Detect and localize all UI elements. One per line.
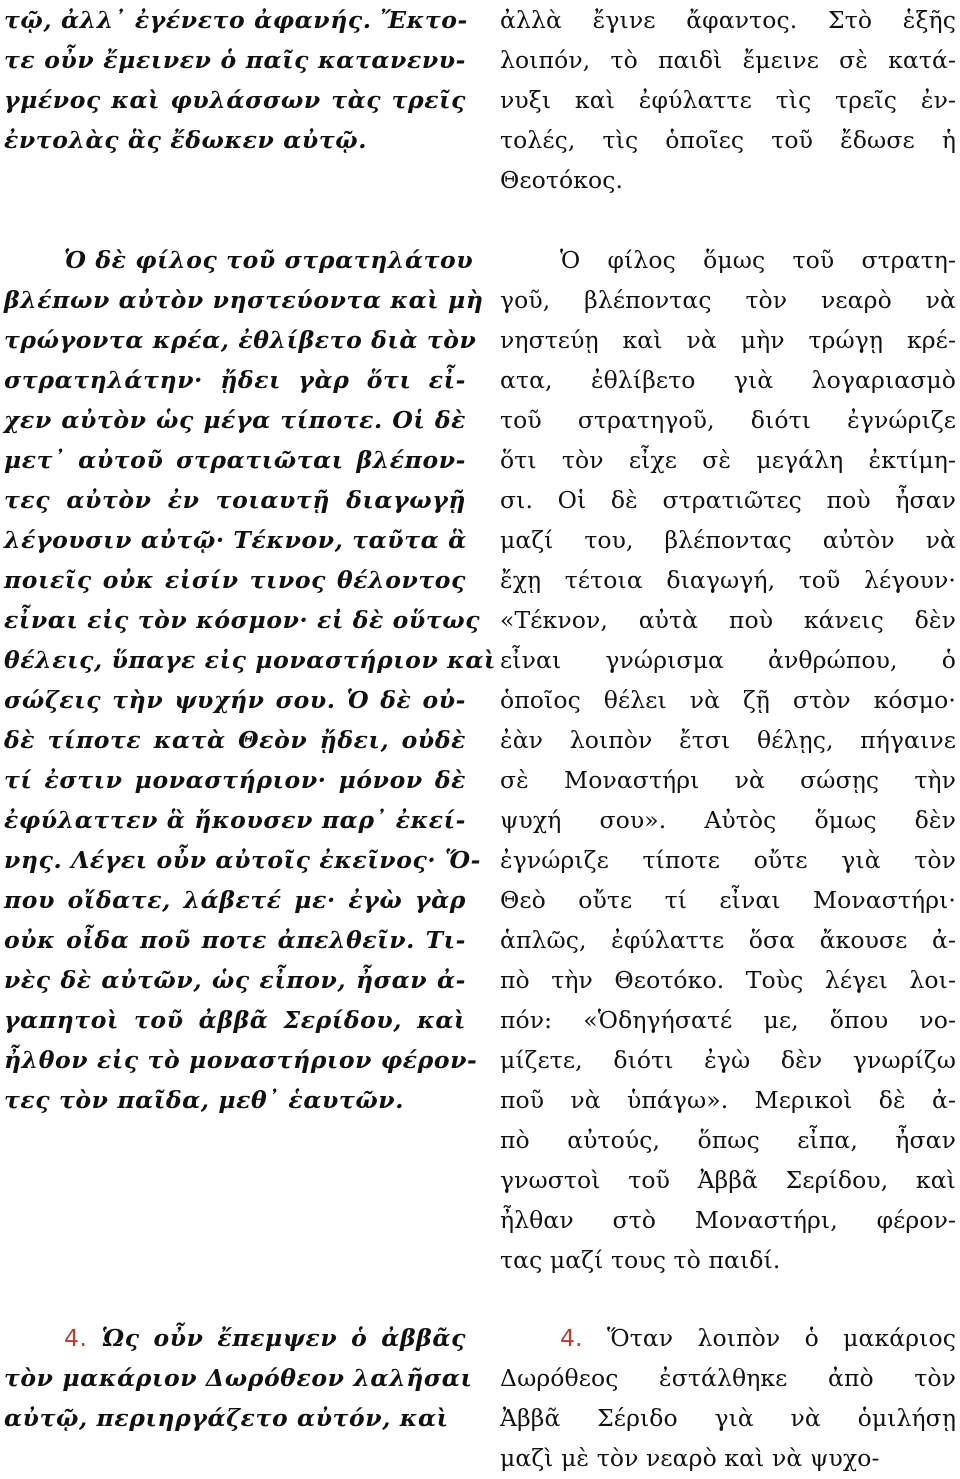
text-line: ἀλλὰ ἔγινε ἄφαντος. Στὸ ἑξῆς	[500, 6, 956, 34]
text-line: Ὁ φίλος ὅμως τοῦ στρατη-	[560, 246, 956, 274]
line-text: Ὅταν λοιπὸν ὁ μακάριος	[606, 1324, 956, 1352]
text-line: θέλεις, ὕπαγε εἰς μοναστήριον καὶ	[4, 646, 497, 674]
text-line: αὐτῷ, περιηργάζετο αὐτόν, καὶ	[4, 1404, 449, 1432]
text-line: τες αὐτὸν ἐν τοιαυτῇ διαγωγῇ	[4, 486, 466, 514]
text-line: τας μαζί τους τὸ παιδί.	[500, 1246, 781, 1274]
text-line: δὲ τίποτε κατὰ Θεὸν ᾔδει, οὐδὲ	[4, 726, 466, 754]
line-text: Ὡς οὖν ἔπεμψεν ὁ ἀββᾶς	[101, 1324, 466, 1352]
text-line: ἐὰν λοιπὸν ἔτσι θέλῃς, πήγαινε	[500, 726, 956, 754]
text-line: ἐντολὰς ἃς ἔδωκεν αὐτῷ.	[4, 126, 367, 154]
text-line: ποῦ νὰ ὑπάγω». Μερικοὶ δὲ ἀ-	[500, 1086, 956, 1114]
text-line: μαζὶ μὲ τὸν νεαρὸ καὶ νὰ ψυχο-	[500, 1444, 880, 1472]
text-line: μίζετε, διότι ἐγὼ δὲν γνωρίζω	[500, 1046, 956, 1074]
text-line: οὐκ οἶδα ποῦ ποτε ἀπελθεῖν. Τι-	[4, 926, 466, 954]
text-line: τε οὖν ἔμεινεν ὁ παῖς κατανενυ-	[4, 46, 466, 74]
text-line	[560, 1318, 956, 1358]
text-line: τοῦ στρατηγοῦ, διότι ἐγνώριζε	[500, 406, 956, 434]
text-line: τί ἐστιν μοναστήριον· μόνον δὲ	[4, 766, 466, 794]
text-line: νυξι καὶ ἐφύλαττε τὶς τρεῖς ἐν-	[500, 86, 956, 114]
text-line: ψυχή σου». Αὐτὸς ὅμως δὲν	[500, 806, 956, 834]
text-line: γνωστοὶ τοῦ Ἀββᾶ Σερίδου, καὶ	[500, 1166, 956, 1194]
text-line: ἦλθαν στὸ Μοναστήρι, φέρον-	[500, 1206, 956, 1234]
text-line: ποιεῖς οὐκ εἰσίν τινος θέλοντος	[4, 566, 466, 594]
text-line: Δωρόθεος ἐστάλθηκε ἀπὸ τὸν	[500, 1364, 956, 1392]
text-line: εἶναι εἰς τὸν κόσμον· εἰ δὲ οὕτως	[4, 606, 481, 634]
text-line: λέγουσιν αὐτῷ· Τέκνον, ταῦτα ἃ	[4, 526, 467, 554]
text-line: σώζεις τὴν ψυχήν σου. Ὁ δὲ οὐ-	[4, 686, 466, 714]
paragraph-number: 4.	[560, 1324, 583, 1352]
text-line: ὅτι τὸν εἶχε σὲ μεγάλη ἐκτίμη-	[500, 446, 956, 474]
paragraph-number: 4.	[64, 1324, 88, 1352]
text-line: μετ᾽ αὐτοῦ στρατιῶται βλέπον-	[4, 446, 466, 474]
text-line: ἁπλῶς, ἐφύλαττε ὅσα ἄκουσε ἀ-	[500, 926, 956, 954]
text-line: πὸ τὴν Θεοτόκο. Τοὺς λέγει λοι-	[500, 966, 956, 994]
text-line: νηστεύῃ καὶ νὰ μὴν τρώγῃ κρέ-	[500, 326, 956, 354]
text-line: τρώγοντα κρέα, ἐθλίβετο διὰ τὸν	[4, 326, 477, 354]
text-line: ατα, ἐθλίβετο γιὰ λογαριασμὸ	[500, 366, 956, 394]
text-line: Ὁ δὲ φίλος τοῦ στρατηλάτου	[64, 246, 474, 274]
text-line: ἐφύλαττεν ἃ ἤκουσεν παρ᾽ ἐκεί-	[4, 806, 467, 834]
text-line: βλέπων αὐτὸν νηστεύοντα καὶ μὴ	[4, 286, 484, 314]
text-line: χεν αὐτὸν ὡς μέγα τίποτε. Οἱ δὲ	[4, 406, 466, 434]
text-line: τὸν μακάριον Δωρόθεον λαλῆσαι	[4, 1364, 473, 1392]
text-line	[64, 1318, 466, 1358]
text-line: πόν: «Ὁδηγήσατέ με, ὅπου νο-	[500, 1006, 956, 1034]
text-line: νης. Λέγει οὖν αὐτοῖς ἐκεῖνος· Ὅ-	[4, 846, 481, 874]
text-line: γαπητοὶ τοῦ ἀββᾶ Σερίδου, καὶ	[4, 1006, 466, 1034]
text-line: «Τέκνον, αὐτὰ ποὺ κάνεις δὲν	[500, 606, 956, 634]
text-line: στρατηλάτην· ᾔδει γὰρ ὅτι εἶ-	[4, 366, 466, 394]
text-line: πὸ αὐτούς, ὅπως εἶπα, ἦσαν	[500, 1126, 956, 1154]
text-line: ἦλθον εἰς τὸ μοναστήριον φέρον-	[4, 1046, 478, 1074]
text-line: γοῦ, βλέποντας τὸν νεαρὸ νὰ	[500, 286, 956, 314]
text-line: λοιπόν, τὸ παιδὶ ἔμεινε σὲ κατά-	[500, 46, 956, 74]
text-line: Θεοτόκος.	[500, 166, 624, 194]
text-line: τῷ, ἀλλ᾽ ἐγένετο ἀφανής. Ἔκτο-	[4, 6, 468, 34]
text-line: ἐγνώριζε τίποτε οὔτε γιὰ τὸν	[500, 846, 956, 874]
text-line: Ἀββᾶ Σέριδο γιὰ νὰ ὁμιλήσῃ	[500, 1404, 956, 1432]
text-line: ἔχῃ τέτοια διαγωγή, τοῦ λέγουν·	[500, 566, 956, 594]
text-line: ὁποῖος θέλει νὰ ζῇ στὸν κόσμο·	[500, 686, 956, 714]
text-line: γμένος καὶ φυλάσσων τὰς τρεῖς	[4, 86, 466, 114]
text-line: σὲ Μοναστήρι νὰ σώσῃς τὴν	[500, 766, 956, 794]
text-line: τολές, τὶς ὁποῖες τοῦ ἔδωσε ἡ	[500, 126, 956, 154]
text-line: μαζί του, βλέποντας αὐτὸν νὰ	[500, 526, 956, 554]
text-line: εἶναι γνώρισμα ἀνθρώπου, ὁ	[500, 646, 956, 674]
text-line: νὲς δὲ αὐτῶν, ὡς εἶπον, ἦσαν ἀ-	[4, 966, 466, 994]
text-line: σι. Οἱ δὲ στρατιῶτες ποὺ ἦσαν	[500, 486, 956, 514]
text-line: Θεὸ οὔτε τί εἶναι Μοναστήρι·	[500, 886, 956, 914]
text-line: που οἴδατε, λάβετέ με· ἐγὼ γὰρ	[4, 886, 466, 914]
text-line: τες τὸν παῖδα, μεθ᾽ ἑαυτῶν.	[4, 1086, 404, 1114]
